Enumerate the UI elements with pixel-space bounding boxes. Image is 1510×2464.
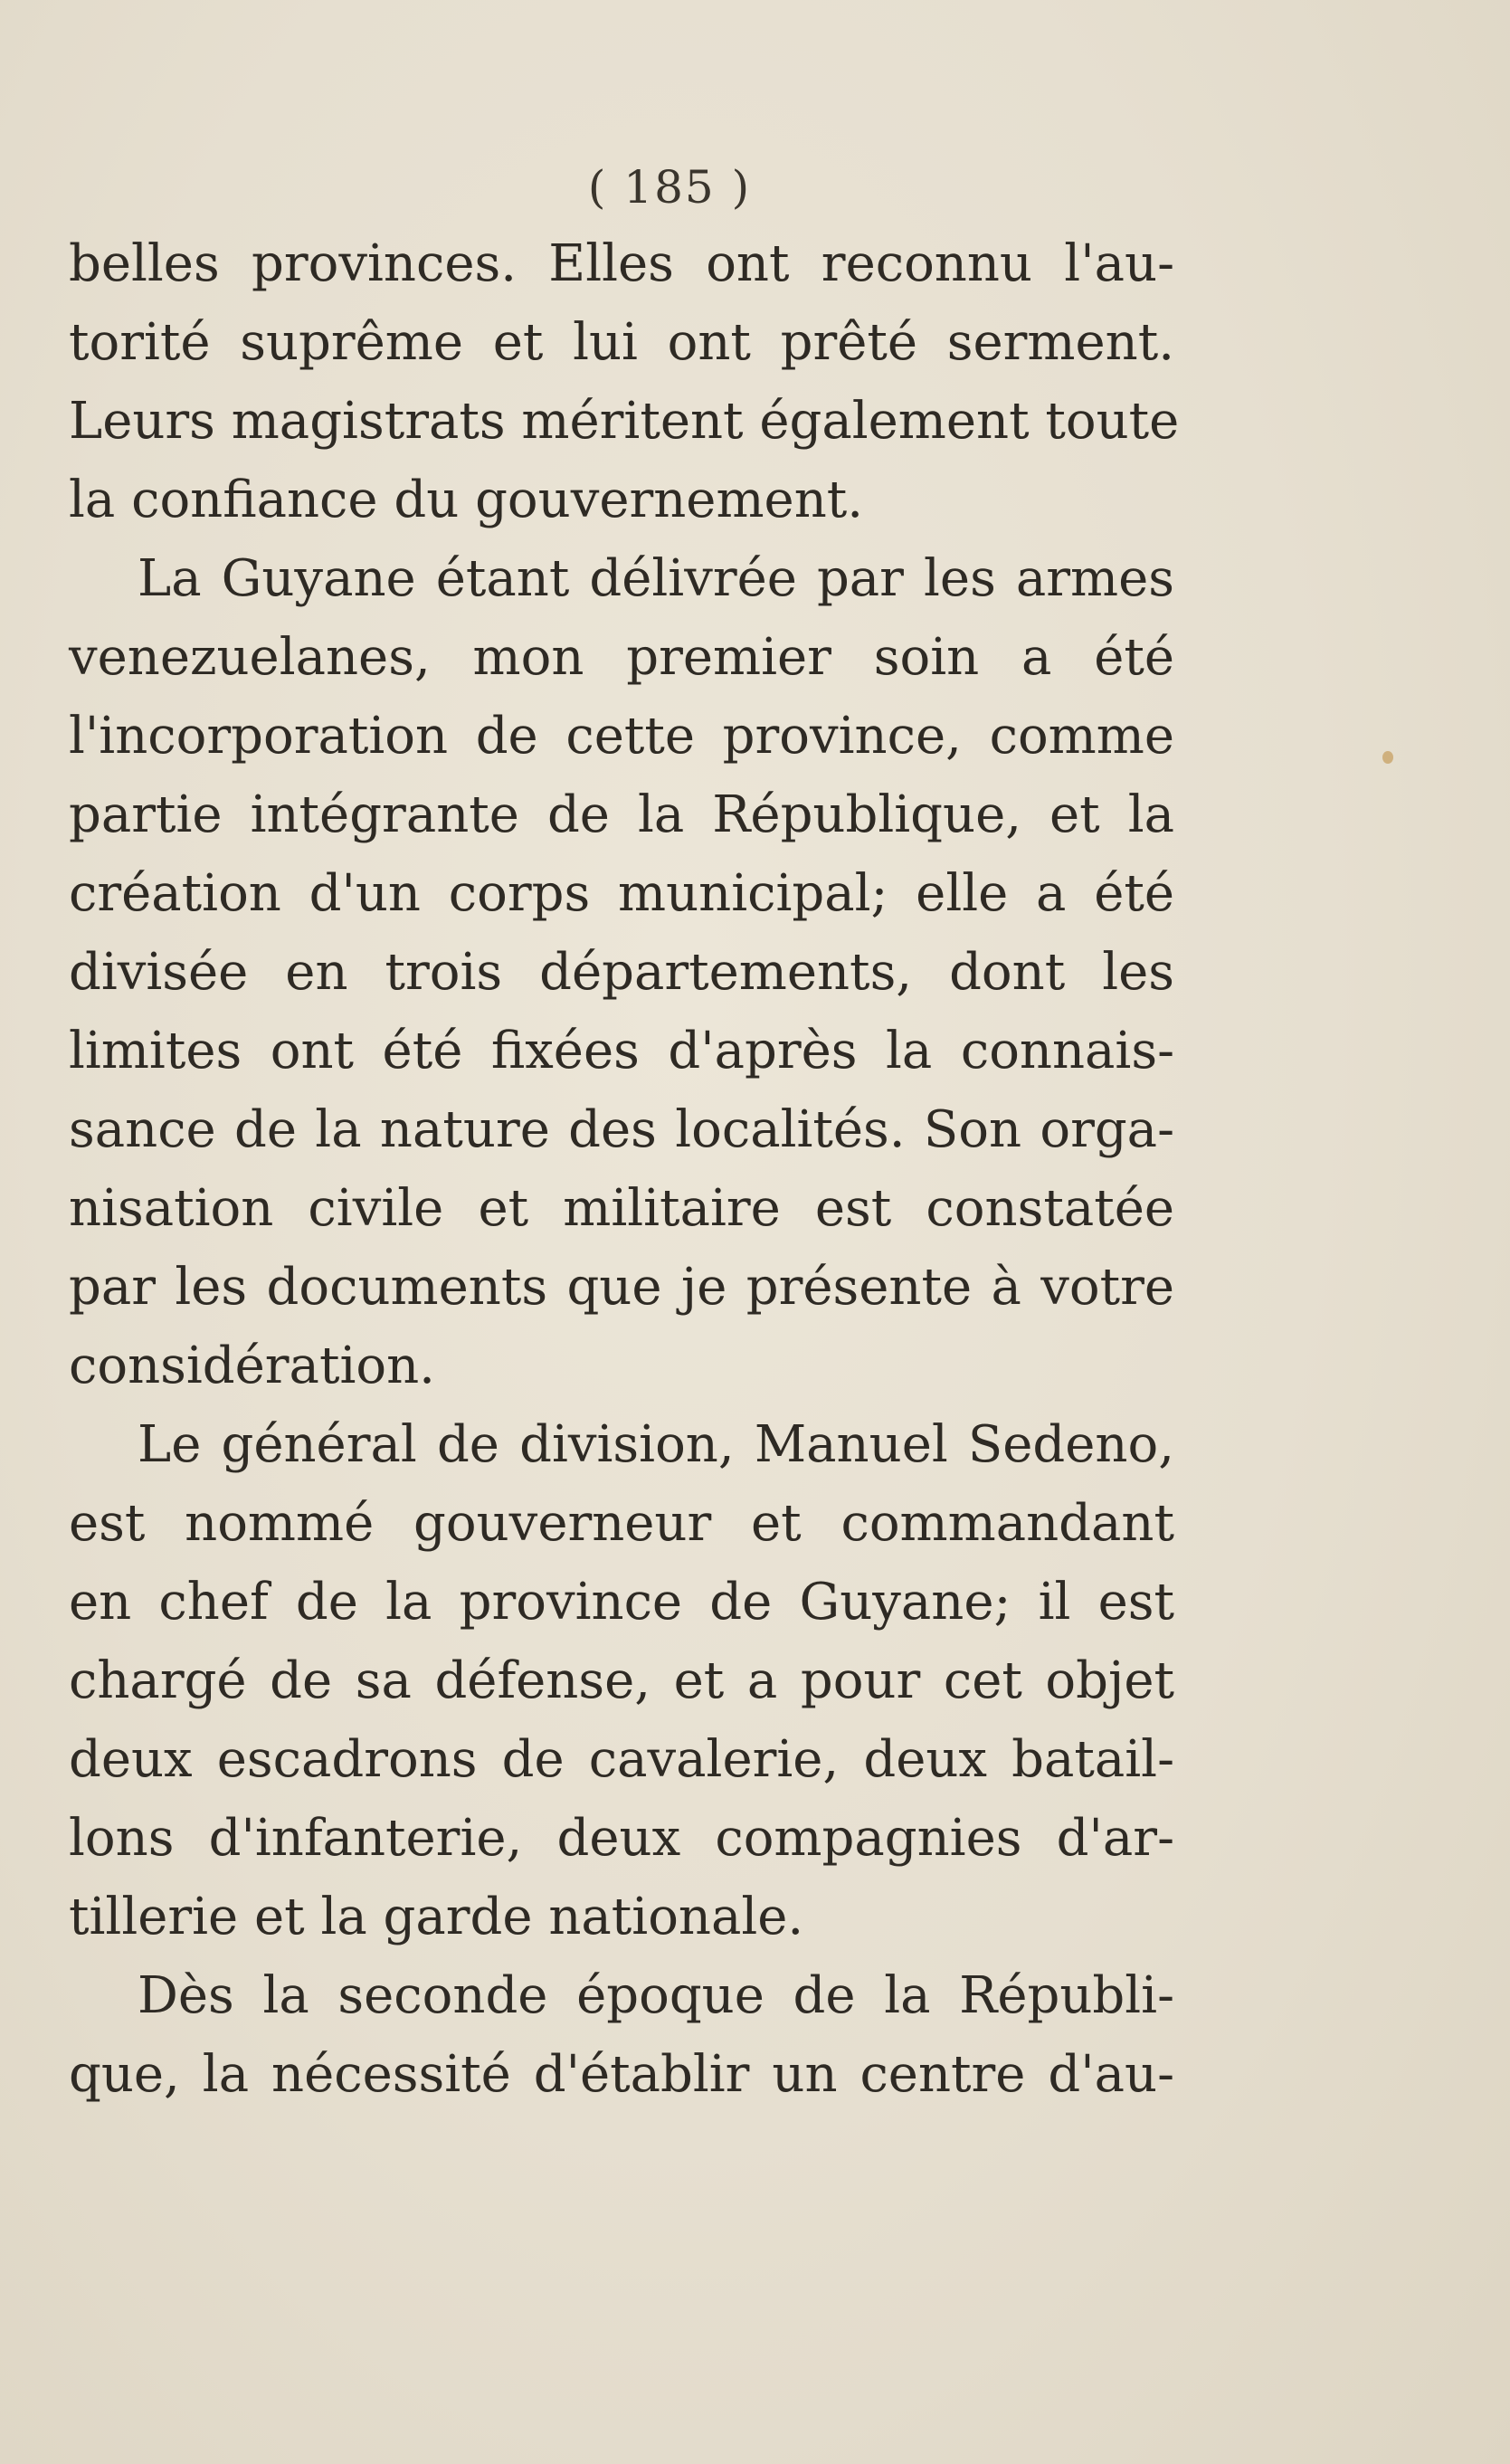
text-line: nisation civile et militaire est constatée: [69, 1179, 1174, 1238]
text-line: Leurs magistrats méritent également toute: [69, 392, 1180, 451]
text-line: tillerie et la garde nationale.: [69, 1888, 804, 1946]
body-text: [69, 224, 1180, 2114]
text-line: limites ont été fixées d'après la connais-: [69, 1022, 1174, 1080]
text-line: divisée en trois départements, dont les: [69, 943, 1174, 1002]
text-line: La Guyane étant délivrée par les armes: [138, 549, 1174, 608]
text-line: partie intégrante de la République, et la: [69, 785, 1174, 844]
text-line: l'incorporation de cette province, comme: [69, 707, 1174, 766]
text-line: considération.: [69, 1337, 435, 1395]
page-number: ( 185 ): [587, 161, 752, 214]
text-line: est nommé gouverneur et commandant: [69, 1494, 1174, 1553]
text-line: torité suprême et lui ont prêté serment.: [69, 313, 1174, 372]
text-line: la confiance du gouvernement.: [69, 471, 864, 529]
text-line: que, la nécessité d'établir un centre d'au-: [69, 2045, 1174, 2104]
text-line: en chef de la province de Guyane; il est: [69, 1573, 1174, 1632]
text-line: Dès la seconde époque de la Républi-: [138, 1966, 1174, 2025]
text-line: Le général de division, Manuel Sedeno,: [138, 1415, 1174, 1474]
text-line: deux escadrons de cavalerie, deux batail-: [69, 1730, 1174, 1789]
text-line: chargé de sa défense, et a pour cet objet: [69, 1651, 1174, 1710]
text-line: belles provinces. Elles ont reconnu l'au-: [69, 234, 1174, 293]
text-line: lons d'infanterie, deux compagnies d'ar-: [69, 1809, 1174, 1868]
text-line: par les documents que je présente à votre: [69, 1258, 1174, 1317]
text-line: sance de la nature des localités. Son orga-: [69, 1100, 1174, 1159]
paper-speck: [1382, 751, 1393, 764]
text-line: création d'un corps municipal; elle a été: [69, 864, 1174, 923]
text-line: venezuelanes, mon premier soin a été: [69, 628, 1174, 687]
